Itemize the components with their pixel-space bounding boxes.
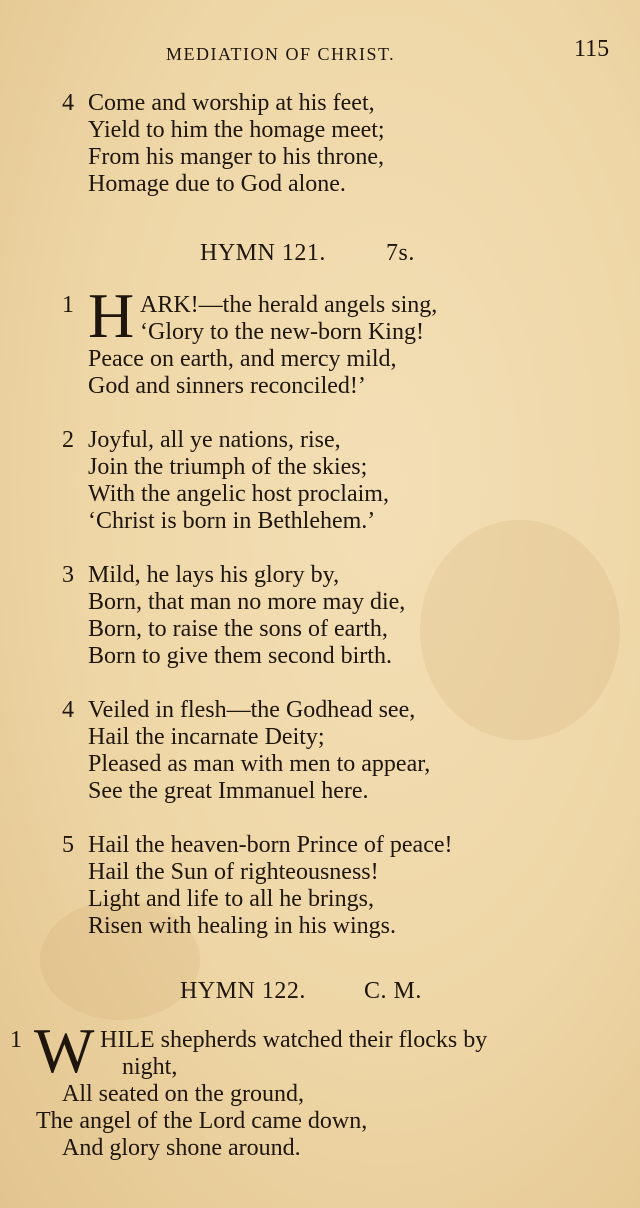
paper-stain	[420, 520, 620, 740]
verse-line: And glory shone around.	[62, 1135, 301, 1161]
verse-line: With the angelic host proclaim,	[88, 481, 389, 507]
verse-line: Pleased as man with men to appear,	[88, 751, 431, 777]
verse-line: All seated on the ground,	[62, 1081, 304, 1107]
verse-line: Mild, he lays his glory by,	[88, 562, 340, 588]
drop-cap: H	[88, 280, 135, 351]
verse-line: The angel of the Lord came down,	[36, 1108, 368, 1134]
verse-line: ‘Christ is born in Bethlehem.’	[88, 508, 376, 534]
verse-line: Hail the incarnate Deity;	[88, 724, 325, 750]
page-number: 115	[574, 36, 610, 62]
verse-line: See the great Immanuel here.	[88, 778, 369, 804]
verse-line: Peace on earth, and mercy mild,	[88, 346, 397, 372]
verse-line: God and sinners reconciled!’	[88, 373, 366, 399]
verse-line: Risen with healing in his wings.	[88, 913, 396, 939]
stanza-number: 1	[10, 1027, 22, 1053]
verse-line: From his manger to his throne,	[88, 144, 384, 170]
verse-line: ‘Glory to the new-born King!	[140, 319, 424, 345]
verse-line: Born to give them second birth.	[88, 643, 392, 669]
stanza-number: 2	[62, 427, 74, 453]
hymn-title: HYMN 122.	[180, 978, 306, 1004]
running-head: MEDIATION OF CHRIST.	[166, 44, 396, 64]
verse-line: Hail the Sun of righteousness!	[88, 859, 379, 885]
verse-line: Hail the heaven-born Prince of peace!	[88, 832, 453, 858]
verse-line: Homage due to God alone.	[88, 171, 346, 197]
verse-line: night,	[122, 1054, 178, 1080]
verse-line: Join the triumph of the skies;	[88, 454, 368, 480]
verse-line: Come and worship at his feet,	[88, 90, 375, 116]
verse-line: Born, to raise the sons of earth,	[88, 616, 388, 642]
stanza-number: 4	[62, 90, 74, 116]
verse-line: Joyful, all ye nations, rise,	[88, 427, 341, 453]
verse-line: Veiled in flesh—the Godhead see,	[88, 697, 416, 723]
stanza-number: 3	[62, 562, 74, 588]
stanza-number: 5	[62, 832, 74, 858]
verse-line: Born, that man no more may die,	[88, 589, 406, 615]
hymn-meter: 7s.	[386, 240, 415, 266]
stanza-number: 4	[62, 697, 74, 723]
verse-line: ARK!—the herald angels sing,	[140, 292, 438, 318]
verse-line: Light and life to all he brings,	[88, 886, 374, 912]
stanza-number: 1	[62, 292, 74, 318]
verse-line: HILE shepherds watched their flocks by	[100, 1027, 488, 1053]
drop-cap: W	[34, 1015, 95, 1086]
verse-line: Yield to him the homage meet;	[88, 117, 385, 143]
hymn-title: HYMN 121.	[200, 240, 326, 266]
hymn-meter: C. M.	[364, 978, 422, 1004]
